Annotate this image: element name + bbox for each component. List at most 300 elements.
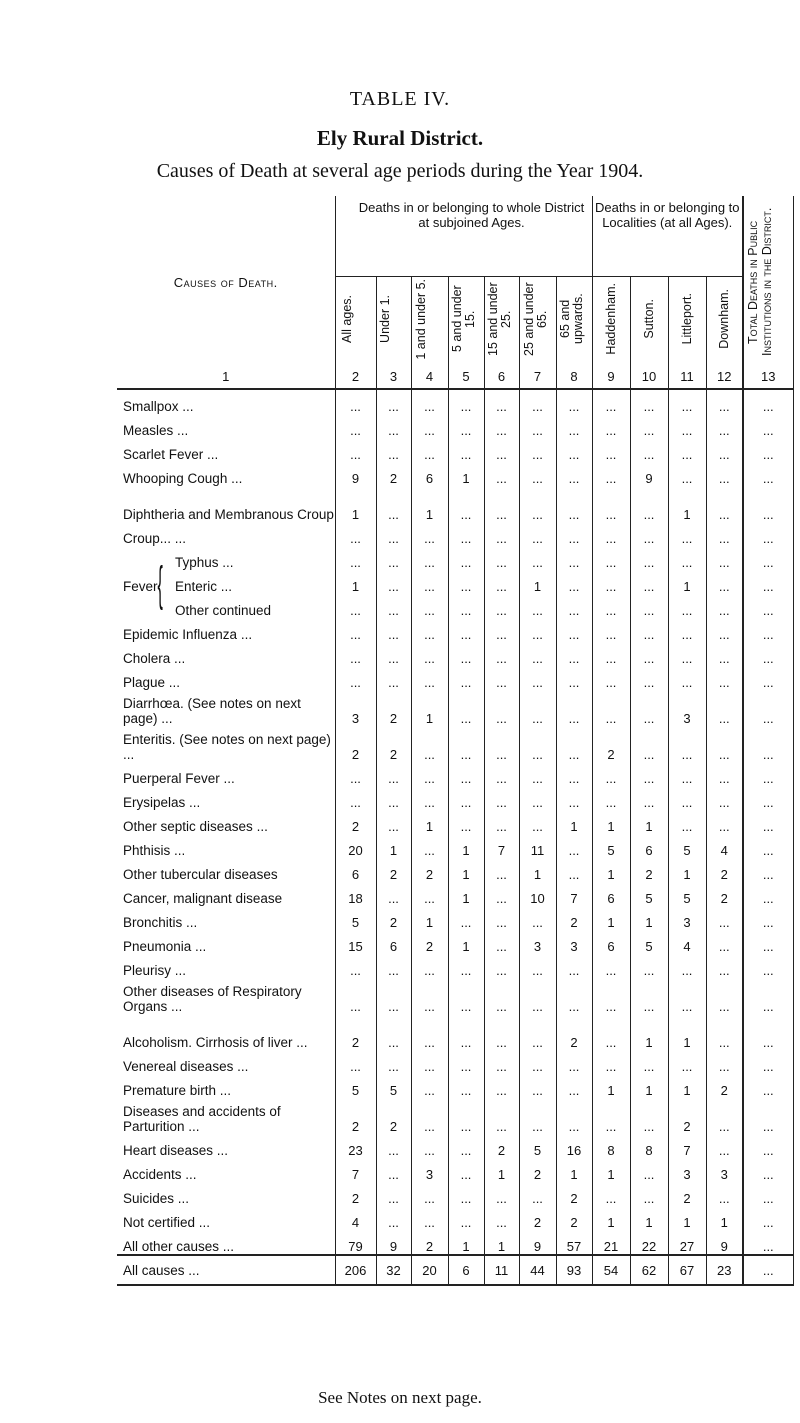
value-cell: ... [335,786,376,810]
table-number: TABLE IV. [349,88,451,110]
value-cell: 1 [592,906,630,930]
value-cell: ... [376,1182,411,1206]
value-cell: ... [335,389,376,414]
value-cell: ... [706,414,743,438]
column-header: Sutton. [630,277,668,365]
value-cell: 1 [630,1206,668,1230]
value-cell: ... [411,414,448,438]
value-cell: ... [519,642,556,666]
value-cell: ... [519,546,556,570]
cause-cell: Smallpox ... [117,389,335,414]
value-cell: ... [706,570,743,594]
value-cell: 1 [706,1206,743,1230]
table-row [117,594,793,618]
value-cell: 23 [335,1134,376,1158]
value-cell: ... [668,954,706,978]
cause-cell: Scarlet Fever ... [117,438,335,462]
table-row [117,690,793,726]
table-row [117,1230,793,1255]
value-cell: ... [411,642,448,666]
value-cell: 6 [411,462,448,486]
column-header: All ages. [335,277,376,365]
value-cell: ... [743,1014,793,1050]
value-cell: ... [706,522,743,546]
value-cell: ... [448,438,484,462]
value-cell: ... [335,438,376,462]
value-cell: ... [706,1098,743,1134]
table-row [117,906,793,930]
value-cell: 2 [706,882,743,906]
column-header: 65 and upwards. [556,277,592,365]
value-cell: ... [376,414,411,438]
value-cell: ... [448,1050,484,1074]
value-cell: ... [706,906,743,930]
value-cell: 9 [376,1230,411,1255]
value-cell: 5 [376,1074,411,1098]
cause-cell: Cancer, malignant disease [117,882,335,906]
value-cell: ... [376,1158,411,1182]
cause-cell: Fever{ Enteric ... [117,570,335,594]
value-cell: 1 [556,810,592,834]
value-cell: 2 [335,1014,376,1050]
value-cell: 1 [484,1230,519,1255]
value-cell: ... [743,1050,793,1074]
value-cell: ... [411,1050,448,1074]
value-cell: ... [592,594,630,618]
value-cell: 2 [411,930,448,954]
value-cell: ... [743,414,793,438]
value-cell: ... [592,438,630,462]
value-cell: ... [335,978,376,1014]
value-cell: ... [335,594,376,618]
value-cell: ... [484,1050,519,1074]
value-cell: ... [448,762,484,786]
value-cell: 57 [556,1230,592,1255]
value-cell: ... [556,522,592,546]
value-cell: ... [376,642,411,666]
value-cell: 1 [592,810,630,834]
value-cell: ... [743,978,793,1014]
table-row [117,462,793,486]
value-cell: ... [630,1158,668,1182]
value-cell: ... [411,570,448,594]
value-cell: ... [630,389,668,414]
value-cell: 67 [668,1255,706,1285]
column-header: 1 and under 5. [411,277,448,365]
table-row [117,414,793,438]
value-cell: ... [706,1182,743,1206]
value-cell: 6 [592,930,630,954]
value-cell: ... [519,1182,556,1206]
column-number: 11 [668,364,706,389]
value-cell: ... [592,462,630,486]
value-cell: ... [743,906,793,930]
value-cell: ... [376,618,411,642]
column-header: Littleport. [668,277,706,365]
cause-cell: Other diseases of Respiratory Organs ... [117,978,335,1014]
value-cell: ... [411,1098,448,1134]
value-cell: 4 [706,834,743,858]
value-cell: 1 [448,1230,484,1255]
value-cell: ... [743,762,793,786]
value-cell: 2 [556,1206,592,1230]
value-cell: ... [519,414,556,438]
value-cell: 2 [519,1158,556,1182]
value-cell: 2 [376,906,411,930]
value-cell: 1 [519,570,556,594]
cause-cell: Pleurisy ... [117,954,335,978]
value-cell: ... [448,954,484,978]
value-cell: ... [668,1050,706,1074]
value-cell: 3 [519,930,556,954]
value-cell: 6 [335,858,376,882]
value-cell: 2 [630,858,668,882]
value-cell: ... [706,726,743,762]
value-cell: ... [556,726,592,762]
value-cell: 1 [448,858,484,882]
column-header: 15 and under 25. [484,277,519,365]
value-cell: ... [592,1014,630,1050]
table-row [117,1134,793,1158]
value-cell: ... [519,906,556,930]
value-cell: 2 [592,726,630,762]
table-row [117,858,793,882]
value-cell: 3 [556,930,592,954]
value-cell: ... [743,618,793,642]
value-cell: ... [706,810,743,834]
value-cell: 2 [335,810,376,834]
value-cell: 1 [592,1158,630,1182]
value-cell: ... [630,618,668,642]
value-cell: ... [630,978,668,1014]
value-cell: ... [743,1230,793,1255]
value-cell: 5 [668,834,706,858]
value-cell: ... [519,810,556,834]
value-cell: ... [376,1050,411,1074]
value-cell: ... [556,858,592,882]
value-cell: 4 [668,930,706,954]
value-cell: ... [706,438,743,462]
value-cell: 1 [592,858,630,882]
value-cell: ... [519,726,556,762]
table-row [117,1014,793,1050]
value-cell: ... [376,810,411,834]
value-cell: ... [630,438,668,462]
value-cell: ... [630,1050,668,1074]
value-cell: ... [484,1206,519,1230]
value-cell: ... [592,389,630,414]
cause-cell: Enteritis. (See notes on next page) ... [117,726,335,762]
value-cell: ... [519,786,556,810]
value-cell: ... [556,690,592,726]
value-cell: ... [630,726,668,762]
value-cell: ... [592,486,630,522]
value-cell: ... [743,642,793,666]
column-number: 6 [484,364,519,389]
value-cell: 11 [519,834,556,858]
value-cell: ... [556,666,592,690]
cause-cell: Other septic diseases ... [117,810,335,834]
value-cell: ... [411,978,448,1014]
cause-cell: Suicides ... [117,1182,335,1206]
value-cell: ... [706,618,743,642]
cause-cell: Bronchitis ... [117,906,335,930]
table-row [117,389,793,414]
value-cell: ... [556,438,592,462]
value-cell: 2 [376,858,411,882]
value-cell: 2 [668,1098,706,1134]
value-cell: 2 [335,1182,376,1206]
value-cell: ... [519,762,556,786]
value-cell: 15 [335,930,376,954]
value-cell: ... [743,834,793,858]
value-cell: ... [519,618,556,642]
value-cell: ... [706,666,743,690]
value-cell: ... [448,1158,484,1182]
brace-icon: { [157,561,163,612]
value-cell: 2 [335,1098,376,1134]
value-cell: ... [592,1098,630,1134]
value-cell: ... [335,414,376,438]
value-cell: 1 [668,486,706,522]
value-cell: ... [411,834,448,858]
value-cell: ... [743,438,793,462]
value-cell: 1 [448,462,484,486]
value-cell: ... [743,570,793,594]
value-cell: ... [484,438,519,462]
value-cell: ... [484,954,519,978]
value-cell: ... [743,594,793,618]
value-cell: ... [411,954,448,978]
value-cell: ... [411,546,448,570]
value-cell: ... [448,1074,484,1098]
value-cell: ... [668,666,706,690]
value-cell: 2 [668,1182,706,1206]
value-cell: ... [448,618,484,642]
table-row [117,762,793,786]
value-cell: ... [484,882,519,906]
value-cell: ... [519,1050,556,1074]
value-cell: ... [376,438,411,462]
table-row [117,726,793,762]
value-cell: ... [519,486,556,522]
value-cell: ... [335,642,376,666]
value-cell: ... [592,954,630,978]
value-cell: ... [411,882,448,906]
column-header: 25 and under 65. [519,277,556,365]
value-cell: ... [411,1206,448,1230]
value-cell: ... [668,726,706,762]
value-cell: ... [556,762,592,786]
value-cell: ... [448,786,484,810]
value-cell: ... [448,642,484,666]
cause-cell: Accidents ... [117,1158,335,1182]
value-cell: 3 [668,690,706,726]
column-number: 3 [376,364,411,389]
value-cell: ... [668,978,706,1014]
value-cell: ... [484,786,519,810]
cause-cell: Cholera ... [117,642,335,666]
value-cell: ... [706,1014,743,1050]
value-cell: ... [484,546,519,570]
value-cell: ... [484,666,519,690]
value-cell: 1 [448,882,484,906]
cause-cell: Erysipelas ... [117,786,335,810]
value-cell: 1 [335,570,376,594]
value-cell: ... [484,570,519,594]
value-cell: ... [484,858,519,882]
value-cell: ... [706,930,743,954]
value-cell: ... [376,666,411,690]
value-cell: 9 [630,462,668,486]
value-cell: ... [743,1134,793,1158]
value-cell: ... [556,786,592,810]
value-cell: 3 [335,690,376,726]
value-cell: ... [335,1050,376,1074]
value-cell: ... [335,762,376,786]
value-cell: 2 [411,1230,448,1255]
value-cell: ... [335,522,376,546]
value-cell: ... [448,486,484,522]
value-cell: 11 [484,1255,519,1285]
value-cell: ... [556,618,592,642]
value-cell: ... [668,522,706,546]
value-cell: 3 [668,906,706,930]
table-row [117,1098,793,1134]
cause-cell: Phthisis ... [117,834,335,858]
value-cell: ... [376,546,411,570]
column-header: Under 1. [376,277,411,365]
value-cell: 1 [668,570,706,594]
cause-cell: Premature birth ... [117,1074,335,1098]
value-cell: ... [556,1098,592,1134]
value-cell: ... [484,810,519,834]
value-cell: 4 [335,1206,376,1230]
value-cell: 8 [630,1134,668,1158]
value-cell: ... [743,389,793,414]
value-cell: ... [484,1182,519,1206]
value-cell: ... [743,810,793,834]
value-cell: ... [592,546,630,570]
value-cell: ... [376,522,411,546]
value-cell: ... [706,1050,743,1074]
value-cell: 2 [335,726,376,762]
value-cell: ... [556,486,592,522]
value-cell: 7 [668,1134,706,1158]
value-cell: ... [484,690,519,726]
district-title: Ely Rural District. [316,126,484,150]
value-cell: ... [556,594,592,618]
value-cell: 5 [668,882,706,906]
value-cell: ... [743,882,793,906]
value-cell: ... [743,858,793,882]
value-cell: ... [556,954,592,978]
value-cell: 93 [556,1255,592,1285]
value-cell: 1 [630,1074,668,1098]
value-cell: ... [448,570,484,594]
value-cell: ... [743,1255,793,1285]
table-row [117,834,793,858]
value-cell: 1 [668,1074,706,1098]
value-cell: 1 [411,486,448,522]
value-cell: ... [411,762,448,786]
fever-group-label: Fever [123,579,158,594]
institutions-column-header: Total Deaths in Public Institutions in the District. [743,196,793,364]
value-cell: 18 [335,882,376,906]
value-cell: ... [376,978,411,1014]
value-cell: 1 [411,906,448,930]
value-cell: 54 [592,1255,630,1285]
value-cell: ... [592,522,630,546]
value-cell: ... [484,1074,519,1098]
value-cell: ... [556,1050,592,1074]
value-cell: ... [376,389,411,414]
value-cell: ... [592,414,630,438]
value-cell: ... [556,570,592,594]
value-cell: 9 [335,462,376,486]
column-numbers [117,364,793,389]
value-cell: ... [743,1182,793,1206]
cause-cell: Alcoholism. Cirrhosis of liver ... [117,1014,335,1050]
value-cell: ... [668,810,706,834]
value-cell: ... [743,690,793,726]
value-cell: 22 [630,1230,668,1255]
value-cell: 2 [706,858,743,882]
value-cell: ... [630,762,668,786]
table-row [117,642,793,666]
cause-cell: Typhus ... [117,546,335,570]
value-cell: 6 [448,1255,484,1285]
value-cell: 1 [668,1206,706,1230]
value-cell: ... [668,618,706,642]
value-cell: ... [743,930,793,954]
cause-column-header: Causes of Death. [117,196,335,364]
value-cell: 2 [556,1182,592,1206]
footnote: See Notes on next page. [318,1388,482,1407]
value-cell: 1 [448,930,484,954]
value-cell: ... [376,570,411,594]
value-cell: ... [448,594,484,618]
value-cell: 1 [668,1014,706,1050]
table-row [117,486,793,522]
value-cell: ... [519,522,556,546]
value-cell: ... [448,810,484,834]
value-cell: 1 [519,858,556,882]
cause-cell: Diseases and accidents of Parturition ... [117,1098,335,1134]
value-cell: ... [411,594,448,618]
value-cell: ... [519,978,556,1014]
column-header: Downham. [706,277,743,365]
value-cell: ... [743,1074,793,1098]
value-cell: ... [556,978,592,1014]
value-cell: ... [411,786,448,810]
value-cell: ... [335,618,376,642]
value-cell: 1 [556,1158,592,1182]
value-cell: ... [556,834,592,858]
value-cell: ... [484,1098,519,1134]
value-cell: ... [448,1098,484,1134]
value-cell: ... [376,762,411,786]
value-cell: ... [668,462,706,486]
value-cell: ... [630,1182,668,1206]
value-cell: ... [519,666,556,690]
value-cell: 3 [411,1158,448,1182]
column-number: 9 [592,364,630,389]
cause-cell: Venereal diseases ... [117,1050,335,1074]
cause-cell: Not certified ... [117,1206,335,1230]
value-cell: ... [706,594,743,618]
table-row [117,522,793,546]
